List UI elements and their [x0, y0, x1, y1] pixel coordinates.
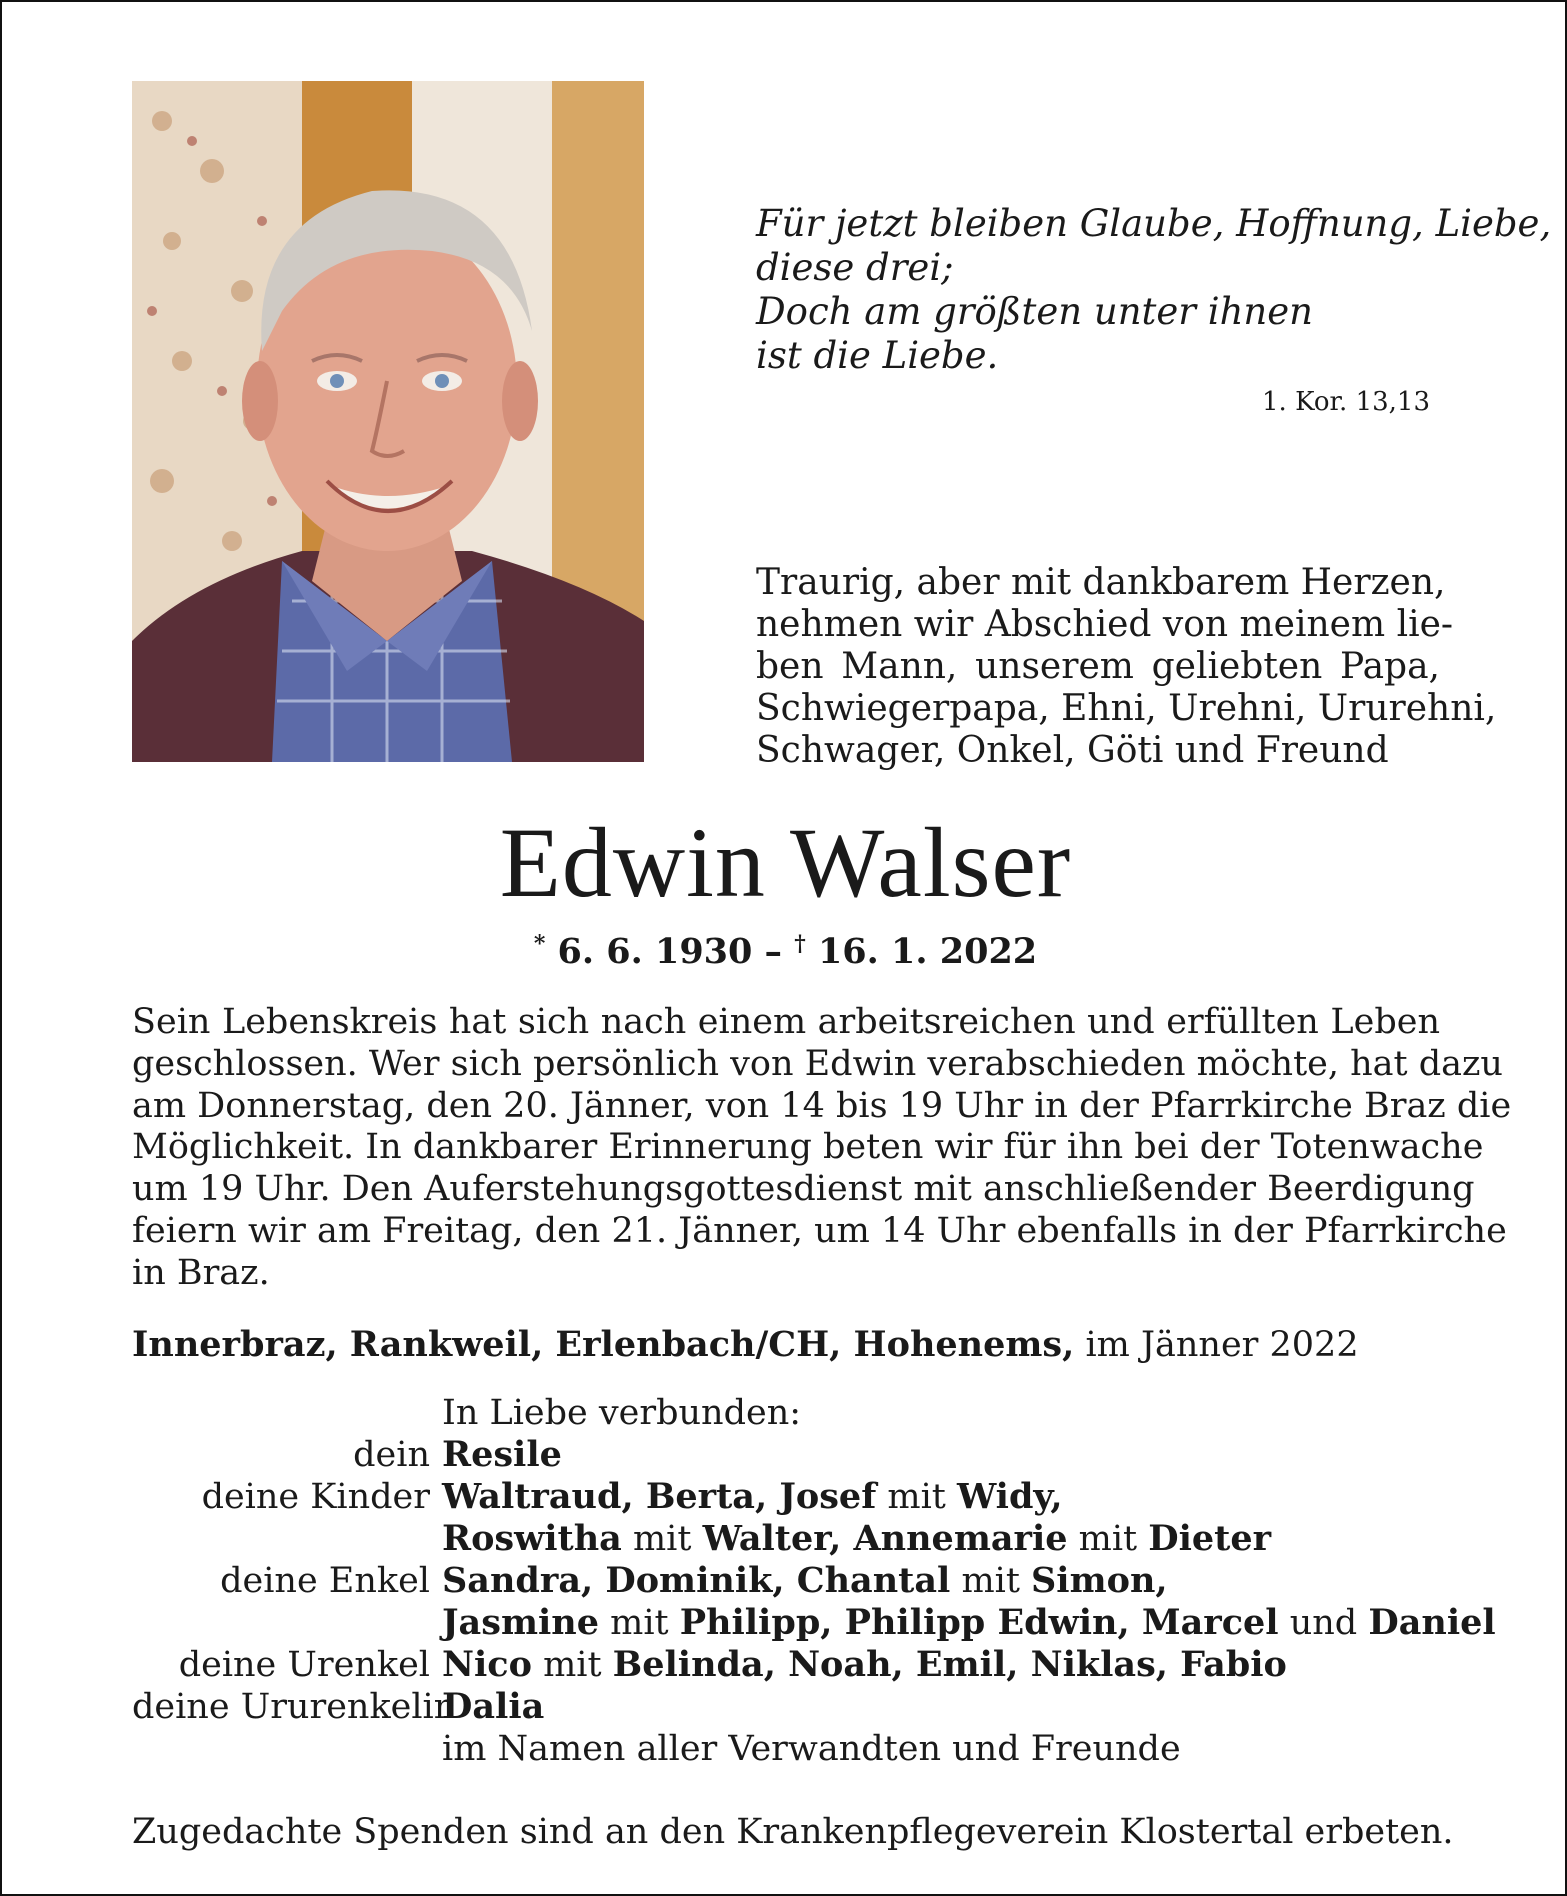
- donation-note: Zugedachte Spenden sind an den Krankenpflegeverein Klostertal erbeten.: [132, 1812, 1454, 1852]
- family-members: [442, 1602, 1496, 1644]
- family-member-name: Belinda, Noah, Emil, Niklas, Fabio: [612, 1644, 1287, 1685]
- family-row: [132, 1644, 1452, 1686]
- family-row: [132, 1686, 1452, 1728]
- intro-line: Schwager, Onkel, Göti und Freund: [756, 730, 1389, 771]
- family-connector: mit: [621, 1519, 703, 1559]
- family-member-name: Daniel: [1368, 1602, 1496, 1643]
- family-relation-label: deine Urenkel: [178, 1645, 430, 1685]
- portrait-image: [132, 81, 644, 762]
- family-connector: mit: [950, 1561, 1032, 1601]
- family-connector: mit: [599, 1603, 680, 1643]
- family-member-name: Simon,: [1031, 1560, 1168, 1601]
- family-relation-label: deine Ururenkelin: [132, 1687, 457, 1727]
- family-members: [442, 1434, 1452, 1476]
- birth-symbol: *: [533, 931, 546, 957]
- body-line: geschlossen. Wer sich persönlich von Edwin verabschieden möchte, hat dazu: [132, 1043, 1503, 1084]
- quote-line: Doch am größten unter ihnen: [756, 290, 1313, 333]
- birth-date: 6. 6. 1930: [557, 931, 753, 972]
- family-relation-label: [132, 1602, 442, 1644]
- body-line: feiern wir am Freitag, den 21. Jänner, um 14 Uhr ebenfalls in der Pfarrkirche: [132, 1210, 1507, 1251]
- family-relation-label: deine Kinder: [201, 1477, 430, 1517]
- date-separator: –: [752, 931, 795, 972]
- family-list: [132, 1392, 1496, 1770]
- family-row: [132, 1560, 1452, 1602]
- deceased-name: Edwin Walser: [499, 807, 1072, 918]
- quote-line: ist die Liebe.: [756, 334, 999, 377]
- family-relation-label: deine Enkel: [220, 1561, 430, 1601]
- life-dates: [2, 931, 1567, 972]
- family-connector: mit: [1067, 1519, 1149, 1559]
- family-rows: [132, 1434, 1496, 1770]
- family-member-name: Walter, Annemarie: [702, 1518, 1068, 1559]
- family-member-name: Dieter: [1148, 1518, 1272, 1559]
- death-date: 16. 1. 2022: [817, 931, 1038, 972]
- family-row: [132, 1476, 1452, 1518]
- family-connector: und: [1278, 1603, 1369, 1643]
- family-member-name: Sandra, Dominik, Chantal: [442, 1560, 951, 1601]
- body-line: Möglichkeit. In dankbarer Erinnerung beten wir für ihn bei der Totenwache: [132, 1127, 1484, 1168]
- body-line: in Braz.: [132, 1252, 270, 1293]
- intro-line: Schwiegerpapa, Ehni, Urehni, Ururehni,: [756, 688, 1497, 729]
- family-members: [442, 1728, 1452, 1770]
- family-member-name: Jasmine: [442, 1602, 599, 1643]
- body-line: um 19 Uhr. Den Auferstehungsgottesdienst mit anschließender Beerdigung: [132, 1169, 1475, 1210]
- places-and-date: [132, 1324, 1359, 1365]
- places-list: Innerbraz, Rankweil, Erlenbach/CH, Hohenems,: [132, 1324, 1075, 1365]
- family-member-name: Widy,: [956, 1476, 1063, 1517]
- portrait-photo: [132, 81, 644, 762]
- family-members: [442, 1686, 1452, 1728]
- family-members: [442, 1518, 1452, 1560]
- family-connector: im Namen aller Verwandten und Freunde: [442, 1729, 1181, 1769]
- quote-reference: 1. Kor. 13,13: [1262, 387, 1430, 417]
- family-intro-row: [132, 1392, 1452, 1434]
- death-symbol: †: [794, 931, 806, 957]
- family-connector: mit: [876, 1477, 957, 1517]
- quote-line: diese drei;: [756, 246, 954, 289]
- family-connector: mit: [531, 1645, 613, 1685]
- family-member-name: Waltraud, Berta, Josef: [442, 1476, 877, 1517]
- quote-line: Für jetzt bleiben Glaube, Hoffnung, Liebe,: [756, 202, 1552, 245]
- date-text: im Jänner 2022: [1074, 1325, 1359, 1365]
- body-paragraph: [132, 1002, 1512, 1295]
- bible-quote: [756, 202, 1552, 378]
- family-row: [132, 1518, 1452, 1560]
- intro-line: Traurig, aber mit dankbarem Herzen,: [756, 562, 1446, 603]
- family-members: [442, 1560, 1452, 1602]
- family-row: [132, 1602, 1496, 1644]
- intro-line: ben Mann, unserem geliebten Papa,: [756, 646, 1440, 687]
- family-member-name: Dalia: [442, 1686, 545, 1727]
- family-member-name: Philipp, Philipp Edwin, Marcel: [679, 1602, 1279, 1643]
- family-member-name: Roswitha: [442, 1518, 622, 1559]
- family-members: [442, 1476, 1452, 1518]
- family-member-name: Resile: [442, 1434, 562, 1475]
- body-line: Sein Lebenskreis hat sich nach einem arbeitsreichen und erfüllten Leben: [132, 1002, 1440, 1042]
- body-line: am Donnerstag, den 20. Jänner, von 14 bis 19 Uhr in der Pfarrkirche Braz die: [132, 1085, 1512, 1126]
- intro-paragraph: [756, 562, 1497, 772]
- family-relation-label: [132, 1728, 442, 1770]
- family-relation-label: dein: [353, 1435, 430, 1475]
- family-intro: In Liebe verbunden:: [442, 1393, 802, 1433]
- family-members: [442, 1644, 1452, 1686]
- intro-line: nehmen wir Abschied von meinem lie-: [756, 604, 1454, 645]
- family-member-name: Nico: [442, 1644, 532, 1685]
- family-row: [132, 1434, 1452, 1476]
- family-relation-label: [132, 1518, 442, 1560]
- family-row: [132, 1728, 1452, 1770]
